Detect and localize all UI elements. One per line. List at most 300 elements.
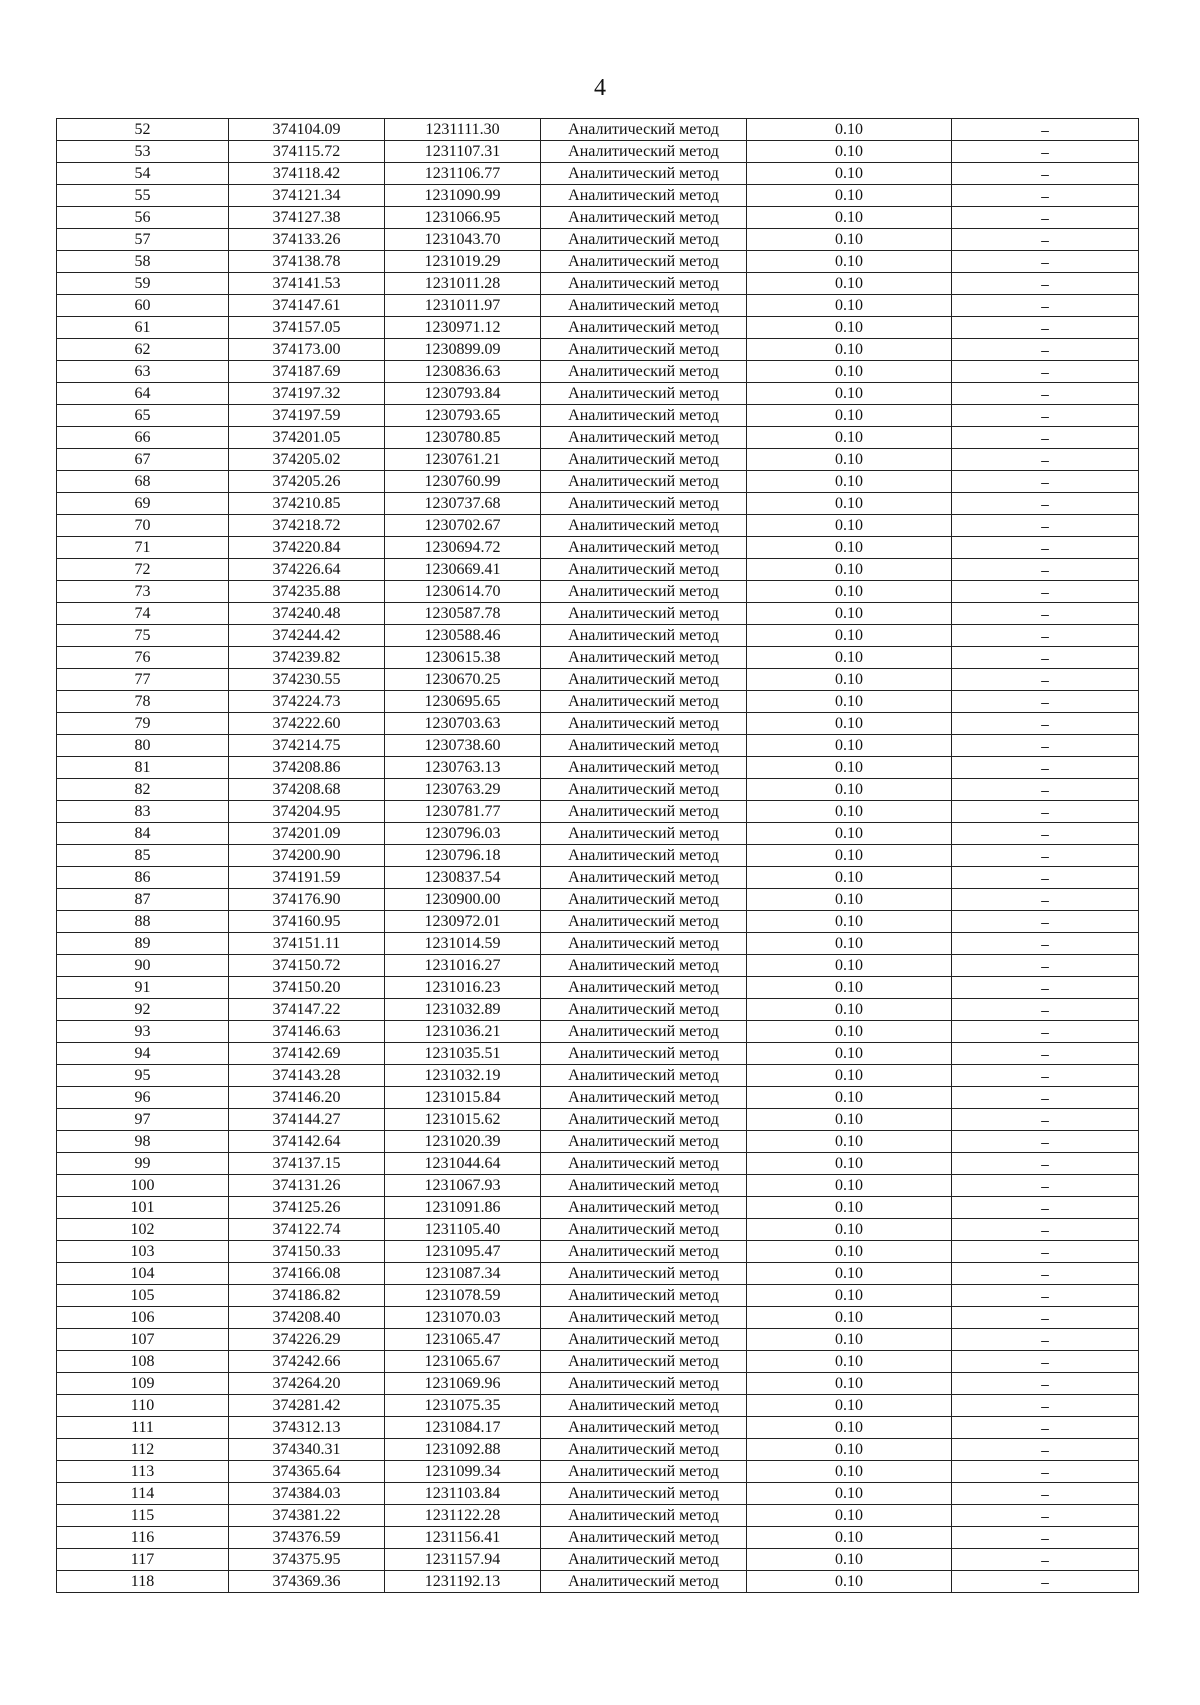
method-cell: Аналитический метод [541, 1505, 747, 1527]
method-cell: Аналитический метод [541, 1461, 747, 1483]
table-row [57, 229, 1139, 251]
method-cell: Аналитический метод [541, 1351, 747, 1373]
point-number-cell: 112 [57, 1439, 229, 1461]
note-cell: – [952, 1219, 1139, 1241]
point-number-cell: 109 [57, 1373, 229, 1395]
table-row [57, 603, 1139, 625]
x-coordinate-cell: 374133.26 [229, 229, 385, 251]
method-cell: Аналитический метод [541, 757, 747, 779]
table-row [57, 735, 1139, 757]
method-cell: Аналитический метод [541, 339, 747, 361]
method-cell: Аналитический метод [541, 1395, 747, 1417]
method-cell: Аналитический метод [541, 1241, 747, 1263]
point-number-cell: 86 [57, 867, 229, 889]
note-cell: – [952, 757, 1139, 779]
x-coordinate-cell: 374141.53 [229, 273, 385, 295]
method-cell: Аналитический метод [541, 603, 747, 625]
y-coordinate-cell: 1231016.23 [385, 977, 541, 999]
table-row [57, 933, 1139, 955]
note-cell: – [952, 801, 1139, 823]
method-cell: Аналитический метод [541, 779, 747, 801]
table-row [57, 977, 1139, 999]
table-row [57, 1373, 1139, 1395]
accuracy-cell: 0.10 [747, 1131, 952, 1153]
table-row [57, 1065, 1139, 1087]
accuracy-cell: 0.10 [747, 889, 952, 911]
note-cell: – [952, 317, 1139, 339]
accuracy-cell: 0.10 [747, 581, 952, 603]
note-cell: – [952, 1461, 1139, 1483]
table-row [57, 1285, 1139, 1307]
method-cell: Аналитический метод [541, 1527, 747, 1549]
point-number-cell: 82 [57, 779, 229, 801]
accuracy-cell: 0.10 [747, 1549, 952, 1571]
note-cell: – [952, 295, 1139, 317]
y-coordinate-cell: 1231087.34 [385, 1263, 541, 1285]
point-number-cell: 52 [57, 119, 229, 141]
note-cell: – [952, 1197, 1139, 1219]
y-coordinate-cell: 1230971.12 [385, 317, 541, 339]
point-number-cell: 84 [57, 823, 229, 845]
x-coordinate-cell: 374226.64 [229, 559, 385, 581]
y-coordinate-cell: 1230837.54 [385, 867, 541, 889]
method-cell: Аналитический метод [541, 1307, 747, 1329]
point-number-cell: 98 [57, 1131, 229, 1153]
method-cell: Аналитический метод [541, 1439, 747, 1461]
point-number-cell: 68 [57, 471, 229, 493]
x-coordinate-cell: 374150.72 [229, 955, 385, 977]
accuracy-cell: 0.10 [747, 999, 952, 1021]
x-coordinate-cell: 374200.90 [229, 845, 385, 867]
x-coordinate-cell: 374365.64 [229, 1461, 385, 1483]
x-coordinate-cell: 374157.05 [229, 317, 385, 339]
y-coordinate-cell: 1231036.21 [385, 1021, 541, 1043]
table-row [57, 1241, 1139, 1263]
y-coordinate-cell: 1231156.41 [385, 1527, 541, 1549]
accuracy-cell: 0.10 [747, 185, 952, 207]
table-row [57, 295, 1139, 317]
note-cell: – [952, 471, 1139, 493]
point-number-cell: 97 [57, 1109, 229, 1131]
table-row [57, 1153, 1139, 1175]
x-coordinate-cell: 374224.73 [229, 691, 385, 713]
y-coordinate-cell: 1231111.30 [385, 119, 541, 141]
accuracy-cell: 0.10 [747, 669, 952, 691]
note-cell: – [952, 383, 1139, 405]
note-cell: – [952, 779, 1139, 801]
x-coordinate-cell: 374239.82 [229, 647, 385, 669]
x-coordinate-cell: 374242.66 [229, 1351, 385, 1373]
table-row [57, 669, 1139, 691]
y-coordinate-cell: 1231032.19 [385, 1065, 541, 1087]
x-coordinate-cell: 374197.32 [229, 383, 385, 405]
table-row [57, 1395, 1139, 1417]
table-row [57, 427, 1139, 449]
x-coordinate-cell: 374186.82 [229, 1285, 385, 1307]
table-row [57, 1109, 1139, 1131]
x-coordinate-cell: 374235.88 [229, 581, 385, 603]
y-coordinate-cell: 1231067.93 [385, 1175, 541, 1197]
x-coordinate-cell: 374208.86 [229, 757, 385, 779]
method-cell: Аналитический метод [541, 515, 747, 537]
accuracy-cell: 0.10 [747, 1505, 952, 1527]
point-number-cell: 57 [57, 229, 229, 251]
point-number-cell: 96 [57, 1087, 229, 1109]
note-cell: – [952, 1307, 1139, 1329]
note-cell: – [952, 141, 1139, 163]
x-coordinate-cell: 374147.22 [229, 999, 385, 1021]
note-cell: – [952, 1483, 1139, 1505]
method-cell: Аналитический метод [541, 185, 747, 207]
method-cell: Аналитический метод [541, 933, 747, 955]
x-coordinate-cell: 374208.40 [229, 1307, 385, 1329]
x-coordinate-cell: 374205.02 [229, 449, 385, 471]
accuracy-cell: 0.10 [747, 1527, 952, 1549]
accuracy-cell: 0.10 [747, 317, 952, 339]
note-cell: – [952, 867, 1139, 889]
table-row [57, 867, 1139, 889]
method-cell: Аналитический метод [541, 801, 747, 823]
note-cell: – [952, 1439, 1139, 1461]
point-number-cell: 108 [57, 1351, 229, 1373]
method-cell: Аналитический метод [541, 977, 747, 999]
note-cell: – [952, 1351, 1139, 1373]
y-coordinate-cell: 1231099.34 [385, 1461, 541, 1483]
y-coordinate-cell: 1231075.35 [385, 1395, 541, 1417]
accuracy-cell: 0.10 [747, 603, 952, 625]
x-coordinate-cell: 374176.90 [229, 889, 385, 911]
point-number-cell: 104 [57, 1263, 229, 1285]
note-cell: – [952, 911, 1139, 933]
method-cell: Аналитический метод [541, 1549, 747, 1571]
accuracy-cell: 0.10 [747, 493, 952, 515]
point-number-cell: 106 [57, 1307, 229, 1329]
table-row [57, 207, 1139, 229]
method-cell: Аналитический метод [541, 251, 747, 273]
method-cell: Аналитический метод [541, 163, 747, 185]
accuracy-cell: 0.10 [747, 471, 952, 493]
x-coordinate-cell: 374369.36 [229, 1571, 385, 1593]
y-coordinate-cell: 1230796.18 [385, 845, 541, 867]
y-coordinate-cell: 1231065.67 [385, 1351, 541, 1373]
y-coordinate-cell: 1231019.29 [385, 251, 541, 273]
y-coordinate-cell: 1230836.63 [385, 361, 541, 383]
method-cell: Аналитический метод [541, 273, 747, 295]
x-coordinate-cell: 374376.59 [229, 1527, 385, 1549]
x-coordinate-cell: 374122.74 [229, 1219, 385, 1241]
table-row [57, 1549, 1139, 1571]
y-coordinate-cell: 1230703.63 [385, 713, 541, 735]
note-cell: – [952, 889, 1139, 911]
x-coordinate-cell: 374201.09 [229, 823, 385, 845]
table-row [57, 185, 1139, 207]
point-number-cell: 63 [57, 361, 229, 383]
note-cell: – [952, 1175, 1139, 1197]
point-number-cell: 76 [57, 647, 229, 669]
x-coordinate-cell: 374201.05 [229, 427, 385, 449]
point-number-cell: 70 [57, 515, 229, 537]
accuracy-cell: 0.10 [747, 537, 952, 559]
note-cell: – [952, 1241, 1139, 1263]
accuracy-cell: 0.10 [747, 977, 952, 999]
table-row [57, 537, 1139, 559]
y-coordinate-cell: 1231192.13 [385, 1571, 541, 1593]
x-coordinate-cell: 374208.68 [229, 779, 385, 801]
x-coordinate-cell: 374220.84 [229, 537, 385, 559]
method-cell: Аналитический метод [541, 867, 747, 889]
x-coordinate-cell: 374147.61 [229, 295, 385, 317]
note-cell: – [952, 207, 1139, 229]
accuracy-cell: 0.10 [747, 1483, 952, 1505]
point-number-cell: 80 [57, 735, 229, 757]
accuracy-cell: 0.10 [747, 207, 952, 229]
accuracy-cell: 0.10 [747, 845, 952, 867]
x-coordinate-cell: 374204.95 [229, 801, 385, 823]
y-coordinate-cell: 1230761.21 [385, 449, 541, 471]
method-cell: Аналитический метод [541, 625, 747, 647]
point-number-cell: 116 [57, 1527, 229, 1549]
method-cell: Аналитический метод [541, 537, 747, 559]
table-row [57, 141, 1139, 163]
note-cell: – [952, 559, 1139, 581]
accuracy-cell: 0.10 [747, 801, 952, 823]
point-number-cell: 100 [57, 1175, 229, 1197]
x-coordinate-cell: 374340.31 [229, 1439, 385, 1461]
y-coordinate-cell: 1230763.13 [385, 757, 541, 779]
note-cell: – [952, 1065, 1139, 1087]
table-row [57, 757, 1139, 779]
method-cell: Аналитический метод [541, 1417, 747, 1439]
method-cell: Аналитический метод [541, 911, 747, 933]
method-cell: Аналитический метод [541, 735, 747, 757]
y-coordinate-cell: 1231066.95 [385, 207, 541, 229]
accuracy-cell: 0.10 [747, 867, 952, 889]
y-coordinate-cell: 1231011.28 [385, 273, 541, 295]
x-coordinate-cell: 374205.26 [229, 471, 385, 493]
method-cell: Аналитический метод [541, 1219, 747, 1241]
note-cell: – [952, 339, 1139, 361]
y-coordinate-cell: 1230669.41 [385, 559, 541, 581]
accuracy-cell: 0.10 [747, 1241, 952, 1263]
table-row [57, 251, 1139, 273]
note-cell: – [952, 669, 1139, 691]
method-cell: Аналитический метод [541, 1197, 747, 1219]
note-cell: – [952, 1021, 1139, 1043]
table-row [57, 779, 1139, 801]
method-cell: Аналитический метод [541, 427, 747, 449]
y-coordinate-cell: 1231015.62 [385, 1109, 541, 1131]
accuracy-cell: 0.10 [747, 933, 952, 955]
y-coordinate-cell: 1231106.77 [385, 163, 541, 185]
x-coordinate-cell: 374115.72 [229, 141, 385, 163]
y-coordinate-cell: 1231090.99 [385, 185, 541, 207]
method-cell: Аналитический метод [541, 647, 747, 669]
x-coordinate-cell: 374125.26 [229, 1197, 385, 1219]
method-cell: Аналитический метод [541, 207, 747, 229]
y-coordinate-cell: 1231091.86 [385, 1197, 541, 1219]
y-coordinate-cell: 1231105.40 [385, 1219, 541, 1241]
x-coordinate-cell: 374146.20 [229, 1087, 385, 1109]
x-coordinate-cell: 374218.72 [229, 515, 385, 537]
table-row [57, 625, 1139, 647]
y-coordinate-cell: 1230587.78 [385, 603, 541, 625]
accuracy-cell: 0.10 [747, 515, 952, 537]
method-cell: Аналитический метод [541, 317, 747, 339]
accuracy-cell: 0.10 [747, 1065, 952, 1087]
y-coordinate-cell: 1231157.94 [385, 1549, 541, 1571]
accuracy-cell: 0.10 [747, 1439, 952, 1461]
point-number-cell: 78 [57, 691, 229, 713]
x-coordinate-cell: 374151.11 [229, 933, 385, 955]
table-row [57, 1417, 1139, 1439]
method-cell: Аналитический метод [541, 1043, 747, 1065]
note-cell: – [952, 493, 1139, 515]
y-coordinate-cell: 1230781.77 [385, 801, 541, 823]
table-row [57, 361, 1139, 383]
note-cell: – [952, 647, 1139, 669]
note-cell: – [952, 955, 1139, 977]
x-coordinate-cell: 374127.38 [229, 207, 385, 229]
y-coordinate-cell: 1231015.84 [385, 1087, 541, 1109]
point-number-cell: 94 [57, 1043, 229, 1065]
note-cell: – [952, 1263, 1139, 1285]
table-row [57, 1571, 1139, 1593]
y-coordinate-cell: 1231095.47 [385, 1241, 541, 1263]
method-cell: Аналитический метод [541, 1483, 747, 1505]
table-row [57, 713, 1139, 735]
point-number-cell: 89 [57, 933, 229, 955]
y-coordinate-cell: 1231069.96 [385, 1373, 541, 1395]
y-coordinate-cell: 1231107.31 [385, 141, 541, 163]
y-coordinate-cell: 1231122.28 [385, 1505, 541, 1527]
x-coordinate-cell: 374281.42 [229, 1395, 385, 1417]
table-row [57, 383, 1139, 405]
y-coordinate-cell: 1230694.72 [385, 537, 541, 559]
point-number-cell: 101 [57, 1197, 229, 1219]
point-number-cell: 103 [57, 1241, 229, 1263]
y-coordinate-cell: 1230760.99 [385, 471, 541, 493]
y-coordinate-cell: 1231043.70 [385, 229, 541, 251]
point-number-cell: 93 [57, 1021, 229, 1043]
accuracy-cell: 0.10 [747, 625, 952, 647]
note-cell: – [952, 163, 1139, 185]
note-cell: – [952, 1285, 1139, 1307]
note-cell: – [952, 713, 1139, 735]
method-cell: Аналитический метод [541, 581, 747, 603]
y-coordinate-cell: 1230737.68 [385, 493, 541, 515]
accuracy-cell: 0.10 [747, 1263, 952, 1285]
note-cell: – [952, 1571, 1139, 1593]
point-number-cell: 110 [57, 1395, 229, 1417]
accuracy-cell: 0.10 [747, 1307, 952, 1329]
table-row [57, 471, 1139, 493]
note-cell: – [952, 1131, 1139, 1153]
y-coordinate-cell: 1230702.67 [385, 515, 541, 537]
method-cell: Аналитический метод [541, 1263, 747, 1285]
accuracy-cell: 0.10 [747, 119, 952, 141]
note-cell: – [952, 1329, 1139, 1351]
y-coordinate-cell: 1230793.84 [385, 383, 541, 405]
method-cell: Аналитический метод [541, 889, 747, 911]
y-coordinate-cell: 1231070.03 [385, 1307, 541, 1329]
x-coordinate-cell: 374118.42 [229, 163, 385, 185]
method-cell: Аналитический метод [541, 405, 747, 427]
y-coordinate-cell: 1231014.59 [385, 933, 541, 955]
y-coordinate-cell: 1231020.39 [385, 1131, 541, 1153]
note-cell: – [952, 933, 1139, 955]
note-cell: – [952, 1505, 1139, 1527]
y-coordinate-cell: 1230615.38 [385, 647, 541, 669]
method-cell: Аналитический метод [541, 669, 747, 691]
note-cell: – [952, 537, 1139, 559]
method-cell: Аналитический метод [541, 999, 747, 1021]
table-row [57, 647, 1139, 669]
note-cell: – [952, 515, 1139, 537]
accuracy-cell: 0.10 [747, 955, 952, 977]
table-row [57, 317, 1139, 339]
y-coordinate-cell: 1230793.65 [385, 405, 541, 427]
table-row [57, 273, 1139, 295]
point-number-cell: 88 [57, 911, 229, 933]
point-number-cell: 107 [57, 1329, 229, 1351]
y-coordinate-cell: 1231035.51 [385, 1043, 541, 1065]
point-number-cell: 69 [57, 493, 229, 515]
accuracy-cell: 0.10 [747, 1417, 952, 1439]
point-number-cell: 81 [57, 757, 229, 779]
table-row [57, 581, 1139, 603]
point-number-cell: 75 [57, 625, 229, 647]
method-cell: Аналитический метод [541, 1109, 747, 1131]
table-row [57, 1021, 1139, 1043]
method-cell: Аналитический метод [541, 141, 747, 163]
point-number-cell: 56 [57, 207, 229, 229]
point-number-cell: 59 [57, 273, 229, 295]
method-cell: Аналитический метод [541, 1153, 747, 1175]
method-cell: Аналитический метод [541, 119, 747, 141]
y-coordinate-cell: 1230588.46 [385, 625, 541, 647]
table-row [57, 999, 1139, 1021]
note-cell: – [952, 1153, 1139, 1175]
x-coordinate-cell: 374131.26 [229, 1175, 385, 1197]
table-row [57, 1505, 1139, 1527]
table-row [57, 823, 1139, 845]
y-coordinate-cell: 1231044.64 [385, 1153, 541, 1175]
y-coordinate-cell: 1230900.00 [385, 889, 541, 911]
method-cell: Аналитический метод [541, 1065, 747, 1087]
note-cell: – [952, 603, 1139, 625]
method-cell: Аналитический метод [541, 1373, 747, 1395]
accuracy-cell: 0.10 [747, 251, 952, 273]
accuracy-cell: 0.10 [747, 1153, 952, 1175]
note-cell: – [952, 691, 1139, 713]
accuracy-cell: 0.10 [747, 1285, 952, 1307]
y-coordinate-cell: 1231011.97 [385, 295, 541, 317]
note-cell: – [952, 1417, 1139, 1439]
method-cell: Аналитический метод [541, 1087, 747, 1109]
method-cell: Аналитический метод [541, 823, 747, 845]
method-cell: Аналитический метод [541, 1175, 747, 1197]
note-cell: – [952, 1549, 1139, 1571]
note-cell: – [952, 361, 1139, 383]
table-row [57, 449, 1139, 471]
note-cell: – [952, 999, 1139, 1021]
method-cell: Аналитический метод [541, 845, 747, 867]
point-number-cell: 58 [57, 251, 229, 273]
table-row [57, 1263, 1139, 1285]
method-cell: Аналитический метод [541, 383, 747, 405]
table-row [57, 1043, 1139, 1065]
x-coordinate-cell: 374222.60 [229, 713, 385, 735]
